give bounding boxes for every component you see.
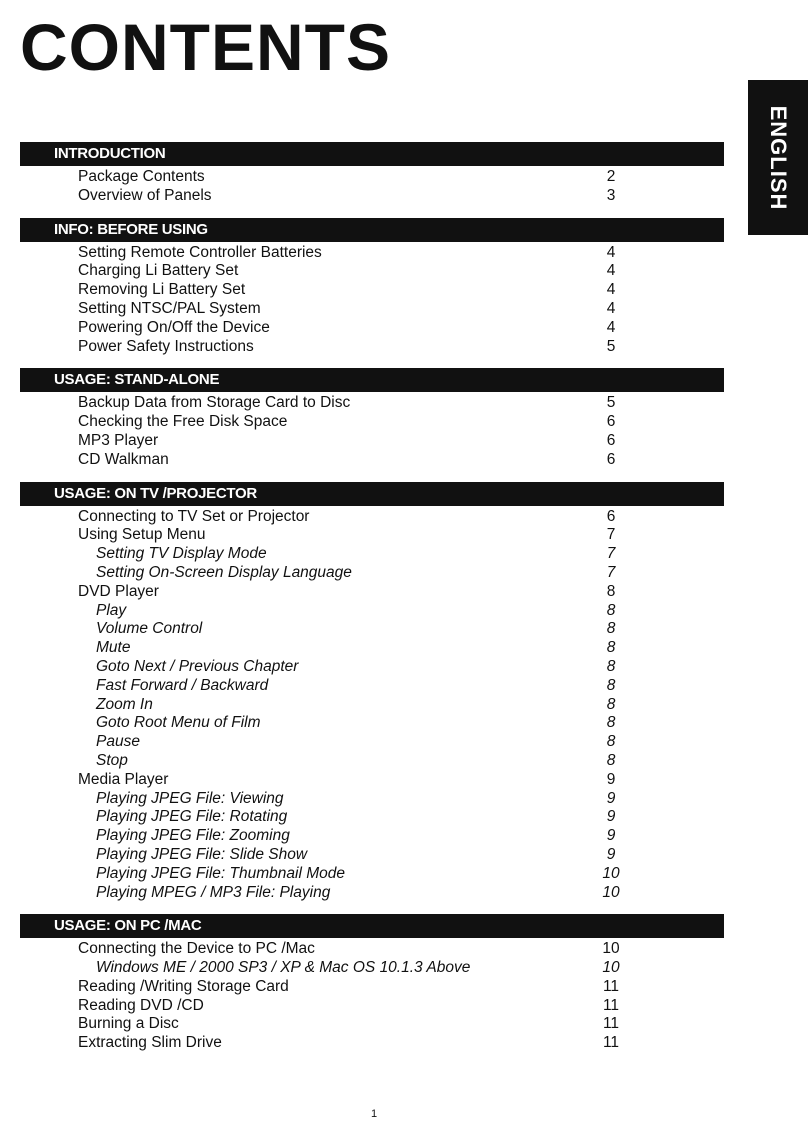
entry-label: Setting On-Screen Display Language [96,563,352,581]
entry-label: Playing JPEG File: Rotating [96,808,288,826]
toc-entry[interactable] [20,526,724,545]
entry-label: Volume Control [96,620,203,638]
entry-label: Package Contents [78,168,205,185]
entry-page-number: 8 [606,676,616,694]
toc-section [20,368,724,469]
toc-entry[interactable] [20,771,724,790]
toc-entry[interactable] [20,338,724,357]
entry-label: Setting TV Display Mode [96,545,267,563]
entry-label: Overview of Panels [78,186,212,204]
entry-label: Goto Next / Previous Chapter [96,657,299,675]
entry-label: Playing MPEG / MP3 File: Playing [96,883,331,901]
toc-section [20,482,724,903]
toc-section [20,914,724,1053]
toc-subentry[interactable] [20,790,724,809]
entry-page-number: 9 [606,827,616,845]
entry-page-number: 9 [606,770,616,788]
entry-page-number: 7 [606,526,616,544]
entry-label: Zoom In [96,695,153,713]
entry-label: Stop [96,751,128,769]
section-entries [20,938,724,1053]
entry-label: Media Player [78,770,169,788]
page-title: CONTENTS [20,10,391,84]
entry-page-number: 8 [606,733,616,751]
section-entries [20,242,724,357]
toc-entry[interactable] [20,413,724,432]
entry-label: Charging Li Battery Set [78,262,239,280]
toc-entry[interactable] [20,997,724,1016]
toc-entry[interactable] [20,583,724,602]
section-entries [20,166,724,206]
entry-label: Reading DVD /CD [78,996,204,1014]
entry-label: Pause [96,733,140,751]
entry-label: Playing JPEG File: Thumbnail Mode [96,864,345,882]
entry-page-number: 7 [606,545,616,563]
toc-subentry[interactable] [20,602,724,621]
toc-subentry[interactable] [20,620,724,639]
entry-page-number: 11 [602,1015,620,1033]
toc-entry[interactable] [20,187,724,206]
page-number: 1 [370,1108,378,1120]
toc-subentry[interactable] [20,564,724,583]
entry-label: Goto Root Menu of Film [96,714,261,732]
section-heading: USAGE: ON PC /MAC [20,914,724,938]
entry-label: DVD Player [78,582,159,600]
entry-page-number: 10 [602,883,620,901]
entry-page-number: 4 [606,318,616,336]
entry-page-number: 4 [606,262,616,280]
toc-entry[interactable] [20,262,724,281]
entry-page-number: 8 [606,620,616,638]
toc-entry[interactable] [20,432,724,451]
toc-entry[interactable] [20,300,724,319]
toc-subentry[interactable] [20,733,724,752]
entry-label: Powering On/Off the Device [78,318,270,336]
toc-subentry[interactable] [20,658,724,677]
toc-subentry[interactable] [20,808,724,827]
toc-entry[interactable] [20,394,724,413]
entry-page-number: 8 [606,751,616,769]
entry-label: Using Setup Menu [78,526,206,544]
entry-label: Play [96,601,127,619]
entry-page-number: 6 [606,450,616,468]
section-heading: USAGE: ON TV /PROJECTOR [20,482,724,506]
toc-subentry[interactable] [20,865,724,884]
section-entries [20,392,724,469]
section-entries [20,506,724,903]
toc-subentry[interactable] [20,639,724,658]
table-of-contents [20,142,724,1053]
toc-subentry[interactable] [20,752,724,771]
entry-page-number: 11 [602,1034,620,1052]
entry-label: Mute [96,639,131,657]
entry-page-number: 10 [602,959,620,977]
entry-label: Extracting Slim Drive [78,1034,222,1052]
toc-subentry[interactable] [20,959,724,978]
entry-label: Checking the Free Disk Space [78,413,288,431]
entry-page-number: 8 [606,657,616,675]
entry-label: Windows ME / 2000 SP3 / XP & Mac OS 10.1.3 Above [96,959,471,977]
toc-entry[interactable] [20,244,724,263]
entry-page-number: 9 [606,845,616,863]
entry-page-number: 6 [606,413,616,431]
entry-label: Setting Remote Controller Batteries [78,243,322,261]
entry-label: Fast Forward / Backward [96,676,269,694]
toc-subentry[interactable] [20,677,724,696]
entry-page-number: 4 [606,281,616,299]
entry-page-number: 8 [606,582,616,600]
entry-page-number: 8 [606,695,616,713]
toc-entry[interactable] [20,940,724,959]
entry-label: Removing Li Battery Set [78,281,246,299]
entry-page-number: 10 [602,864,620,882]
language-tab-label: ENGLISH [766,105,791,210]
entry-page-number: 4 [606,243,616,261]
entry-label: Reading /Writing Storage Card [78,977,289,995]
entry-page-number: 10 [602,940,620,958]
entry-label: Burning a Disc [78,1015,179,1033]
entry-label: MP3 Player [78,431,159,449]
entry-page-number: 8 [606,714,616,732]
toc-subentry[interactable] [20,846,724,865]
entry-page-number: 4 [606,299,616,317]
toc-subentry[interactable] [20,884,724,903]
toc-subentry[interactable] [20,545,724,564]
toc-entry[interactable] [20,1034,724,1053]
entry-page-number: 9 [606,808,616,826]
entry-label: Setting NTSC/PAL System [78,299,261,317]
entry-label: Connecting to TV Set or Projector [78,507,310,525]
toc-section [20,218,724,357]
entry-page-number: 6 [606,431,616,449]
entry-label: Connecting the Device to PC /Mac [78,940,315,958]
entry-label: Power Safety Instructions [78,337,254,355]
entry-page-number: 11 [602,996,620,1014]
entry-page-number: 8 [606,601,616,619]
toc-entry[interactable] [20,281,724,300]
entry-page-number: 7 [606,563,616,581]
entry-page-number: 2 [606,168,616,185]
toc-section [20,142,724,206]
entry-page-number: 11 [602,977,620,995]
toc-entry[interactable] [20,168,724,187]
section-heading: USAGE: STAND-ALONE [20,368,724,392]
toc-subentry[interactable] [20,696,724,715]
entry-label: CD Walkman [78,450,169,468]
entry-label: Backup Data from Storage Card to Disc [78,394,351,412]
section-heading: INFO: BEFORE USING [20,218,724,242]
entry-page-number: 3 [606,186,616,204]
toc-entry[interactable] [20,508,724,527]
toc-subentry[interactable] [20,714,724,733]
language-tab [748,80,808,235]
section-heading: INTRODUCTION [20,142,724,166]
toc-entry[interactable] [20,978,724,997]
entry-label: Playing JPEG File: Viewing [96,789,284,807]
toc-entry[interactable] [20,1015,724,1034]
entry-page-number: 8 [606,639,616,657]
entry-page-number: 5 [606,337,616,355]
entry-page-number: 5 [606,394,616,412]
entry-page-number: 6 [606,507,616,525]
entry-page-number: 9 [606,789,616,807]
toc-entry[interactable] [20,319,724,338]
toc-subentry[interactable] [20,827,724,846]
toc-entry[interactable] [20,451,724,470]
entry-label: Playing JPEG File: Slide Show [96,845,308,863]
entry-label: Playing JPEG File: Zooming [96,827,290,845]
